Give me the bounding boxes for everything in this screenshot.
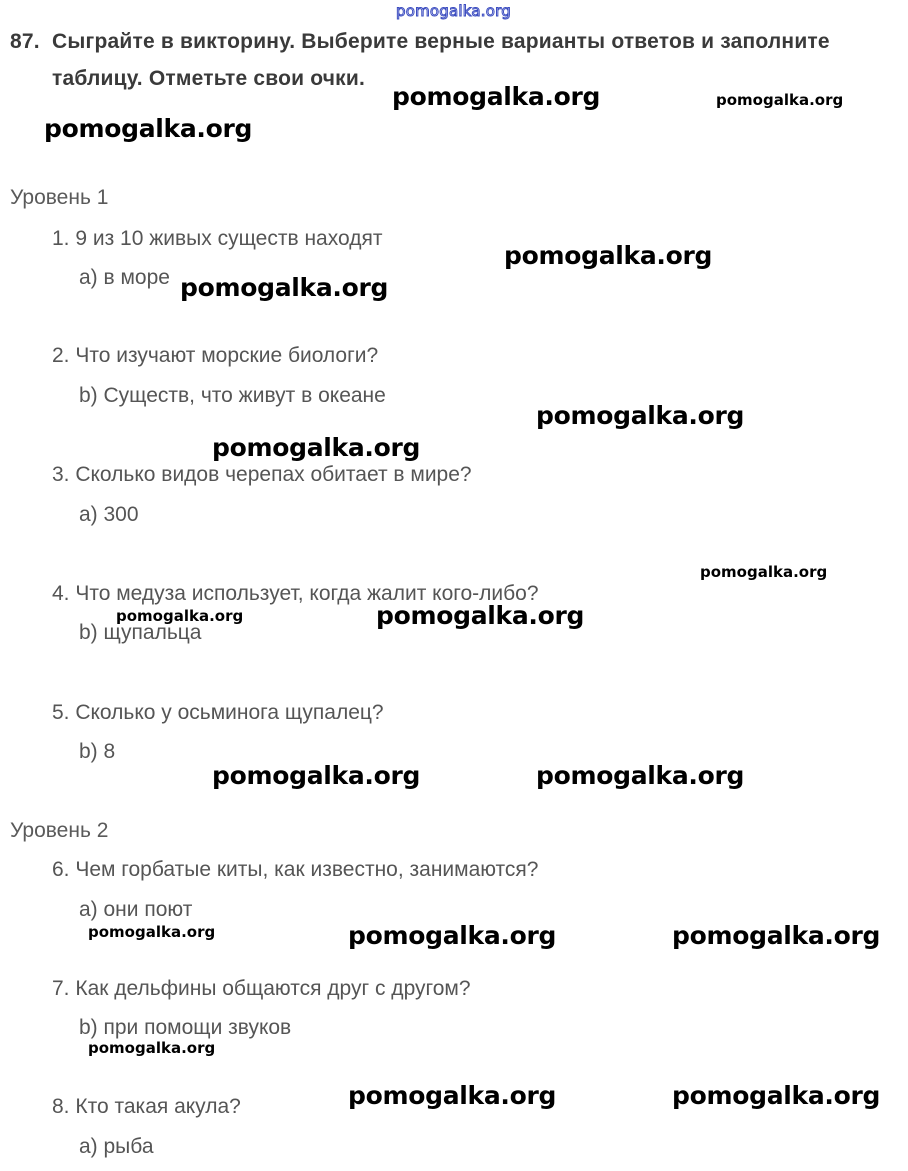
watermark: pomogalka.org [716, 91, 844, 109]
question-4: 4. Что медуза использует, когда жалит кого-либо? [52, 582, 539, 605]
answer-2: b) Существ, что живут в океане [79, 384, 386, 407]
watermark: pomogalka.org [392, 82, 601, 111]
answer-4: b) щупальца [79, 621, 202, 644]
level-1-title: Уровень 1 [10, 186, 109, 209]
watermark: pomogalka.org [348, 921, 557, 950]
watermark: pomogalka.org [88, 923, 216, 941]
watermark-top: pomogalka.org [396, 2, 511, 20]
question-5: 5. Сколько у осьминога щупалец? [52, 701, 384, 724]
watermark: pomogalka.org [700, 563, 828, 581]
watermark: pomogalka.org [348, 1081, 557, 1110]
watermark: pomogalka.org [536, 401, 745, 430]
question-6: 6. Чем горбатые киты, как известно, занимаются? [52, 858, 539, 881]
watermark: pomogalka.org [376, 601, 585, 630]
question-1: 1. 9 из 10 живых существ находят [52, 227, 383, 250]
answer-5: b) 8 [79, 740, 116, 763]
watermark: pomogalka.org [536, 761, 745, 790]
watermark: pomogalka.org [504, 241, 713, 270]
watermark: pomogalka.org [212, 433, 421, 462]
watermark: pomogalka.org [672, 921, 881, 950]
answer-8: a) рыба [79, 1135, 154, 1158]
question-2: 2. Что изучают морские биологи? [52, 344, 379, 367]
question-7: 7. Как дельфины общаются друг с другом? [52, 977, 471, 1000]
answer-3: a) 300 [79, 503, 139, 526]
task-title-line-2: таблицу. Отметьте свои очки. [52, 67, 366, 90]
question-8: 8. Кто такая акула? [52, 1095, 241, 1118]
watermark: pomogalka.org [180, 273, 389, 302]
level-2-title: Уровень 2 [10, 819, 109, 842]
watermark: pomogalka.org [116, 607, 244, 625]
task-title-line-1: Сыграйте в викторину. Выберите верные варианты ответов и заполните [52, 30, 830, 53]
answer-1: a) в море [79, 266, 170, 289]
question-3: 3. Сколько видов черепах обитает в мире? [52, 463, 472, 486]
task-number: 87. [10, 30, 40, 53]
watermark: pomogalka.org [212, 761, 421, 790]
watermark: pomogalka.org [672, 1081, 881, 1110]
answer-7: b) при помощи звуков [79, 1016, 292, 1039]
answer-6: a) они поют [79, 898, 193, 921]
watermark: pomogalka.org [88, 1039, 216, 1057]
watermark: pomogalka.org [44, 114, 253, 143]
